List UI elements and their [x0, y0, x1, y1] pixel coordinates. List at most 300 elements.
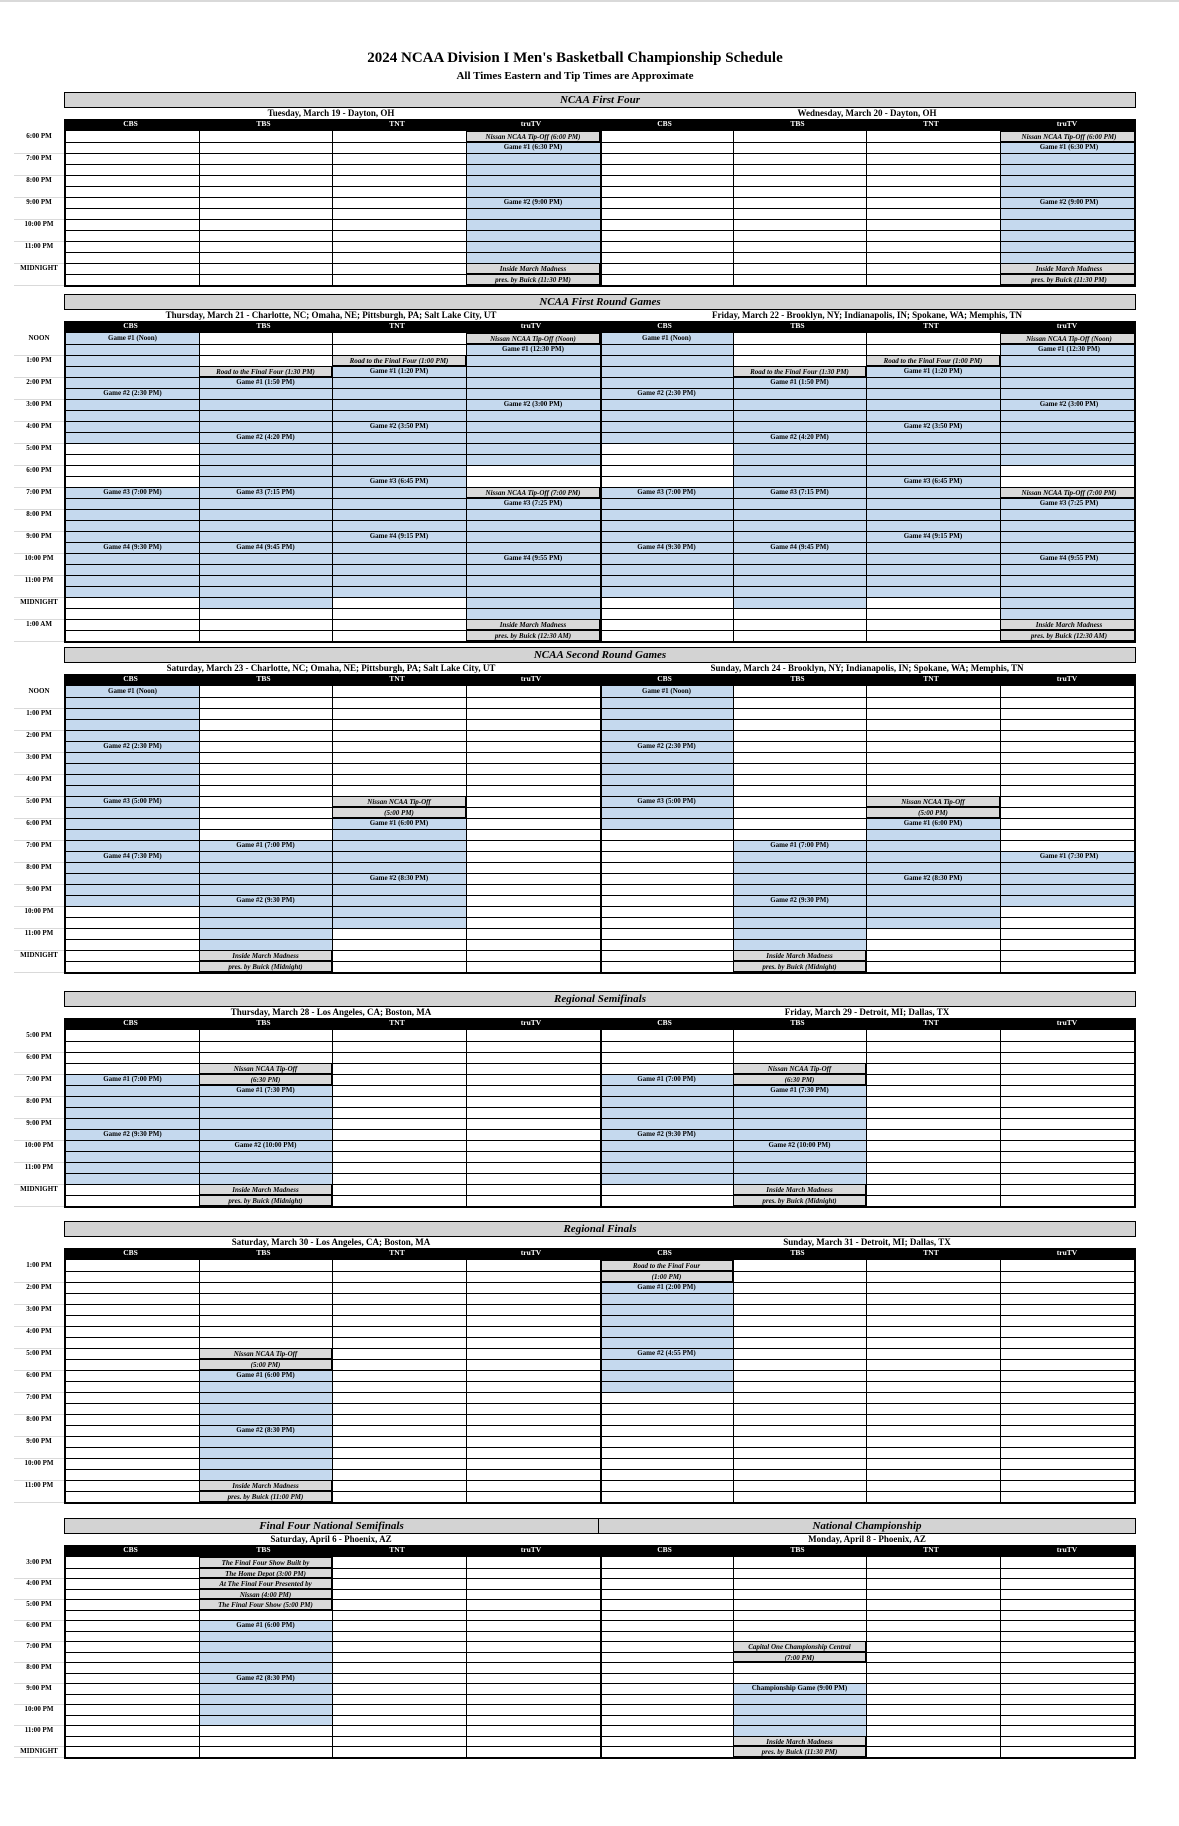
time-label: 8:00 PM	[26, 510, 52, 518]
studio-show-cell: Road to the Final Four (1:00 PM)	[866, 355, 1000, 366]
studio-show-cell: Nissan NCAA Tip-Off	[733, 1063, 866, 1074]
network-label: TBS	[256, 321, 271, 330]
game-label: Game #2 (3:00 PM)	[503, 400, 563, 408]
time-label: 7:00 PM	[26, 488, 52, 496]
studio-show-cell: pres. by Buick (11:00 PM)	[199, 1491, 332, 1502]
time-label: 9:00 PM	[26, 532, 52, 540]
game-label: Game #2 (2:30 PM)	[637, 742, 696, 750]
grid-column-rule	[199, 131, 200, 285]
network-label: CBS	[657, 321, 672, 330]
network-label: CBS	[123, 321, 138, 330]
grid-column-rule	[866, 1557, 867, 1757]
time-label: 11:00 PM	[24, 1481, 54, 1489]
game-label: Game #2 (3:50 PM)	[369, 422, 429, 430]
time-label: 6:00 PM	[26, 1371, 52, 1379]
grid-column-rule	[1000, 1557, 1001, 1757]
game-label: Game #2 (3:50 PM)	[903, 422, 963, 430]
game-coverage-cell: Game #3 (7:00 PM)	[66, 487, 199, 597]
grid-column-rule	[199, 333, 200, 641]
game-label: Game #4 (9:55 PM)	[503, 554, 563, 562]
network-label: CBS	[123, 1018, 138, 1027]
game-label: Game #2 (9:00 PM)	[503, 198, 563, 206]
grid-column-rule	[466, 333, 467, 641]
time-label: 6:00 PM	[26, 466, 52, 474]
studio-show-cell: Road to the Final Four (1:30 PM)	[733, 366, 866, 377]
game-label: Game #4 (7:30 PM)	[103, 852, 162, 860]
network-label: TBS	[790, 1248, 805, 1257]
grid-column-rule	[600, 333, 602, 641]
time-label: MIDNIGHT	[20, 951, 58, 959]
time-label: 2:00 PM	[26, 731, 52, 739]
studio-show-cell: Inside March Madness	[466, 619, 600, 630]
network-label: truTV	[520, 1545, 542, 1554]
studio-show-cell: At The Final Four Presented by	[199, 1578, 332, 1589]
studio-show-cell: (6:30 PM)	[733, 1074, 866, 1085]
time-column	[14, 333, 64, 641]
game-coverage-cell: Game #1 (6:00 PM)	[332, 818, 466, 928]
time-label: 8:00 PM	[26, 1097, 52, 1105]
network-header-bar	[64, 321, 1136, 331]
section-title-2: National Championship	[598, 1518, 1136, 1534]
studio-show-cell: (5:00 PM)	[866, 807, 1000, 818]
grid-column-rule	[332, 1557, 333, 1757]
time-label: 9:00 PM	[26, 885, 52, 893]
network-label: TNT	[389, 119, 405, 128]
game-coverage-cell: Championship Game (9:00 PM)	[733, 1683, 866, 1736]
game-coverage-cell: Game #1 (6:00 PM)	[199, 1370, 332, 1480]
network-label: CBS	[123, 674, 138, 683]
time-label: 8:00 PM	[26, 176, 52, 184]
time-label: 11:00 PM	[24, 929, 54, 937]
game-coverage-cell: Game #1 (1:50 PM)	[199, 377, 332, 487]
studio-show-cell: Inside March Madness	[466, 263, 600, 274]
game-coverage-cell: Game #1 (7:00 PM)	[733, 840, 866, 950]
network-label: TBS	[790, 1545, 805, 1554]
game-label: Game #2 (9:30 PM)	[103, 1130, 162, 1138]
game-label: Game #2 (8:30 PM)	[369, 874, 429, 882]
time-rule	[14, 641, 64, 642]
network-label: TNT	[389, 321, 405, 330]
network-label: TNT	[389, 1248, 405, 1257]
game-coverage-cell: Game #1 (6:00 PM)	[199, 1620, 332, 1725]
section-title: NCAA Second Round Games	[64, 647, 1136, 663]
grid-column-rule	[866, 1260, 867, 1502]
studio-show-cell: Nissan NCAA Tip-Off	[332, 796, 466, 807]
game-coverage-cell: Game #3 (5:00 PM)	[66, 796, 199, 906]
grid-column-rule	[1000, 131, 1001, 285]
network-label: CBS	[657, 674, 672, 683]
studio-show-cell: (5:00 PM)	[332, 807, 466, 818]
time-label: 7:00 PM	[26, 1075, 52, 1083]
top-rule	[0, 0, 1179, 2]
network-label: CBS	[657, 1018, 672, 1027]
day-heading: Friday, March 29 - Detroit, MI; Dallas, TX	[784, 1007, 950, 1017]
network-label: TNT	[923, 1545, 939, 1554]
time-label: 10:00 PM	[24, 1459, 54, 1467]
network-label: truTV	[1056, 1545, 1078, 1554]
time-rule	[14, 972, 64, 973]
time-label: 9:00 PM	[26, 1684, 52, 1692]
studio-show-cell: pres. by Buick (12:30 AM)	[1000, 630, 1136, 641]
game-label: Game #4 (9:15 PM)	[903, 532, 963, 540]
time-column	[14, 1557, 64, 1757]
time-label: NOON	[28, 687, 50, 695]
studio-show-cell: Nissan NCAA Tip-Off (6:00 PM)	[466, 131, 600, 142]
grid-column-rule	[199, 1260, 200, 1502]
network-header-bar	[64, 674, 1136, 684]
game-label: Game #4 (9:45 PM)	[770, 543, 829, 551]
page-subtitle: All Times Eastern and Tip Times are Approximate	[456, 70, 694, 82]
studio-show-cell: Road to the Final Four (1:30 PM)	[199, 366, 332, 377]
game-coverage-cell: Game #3 (7:25 PM)	[466, 498, 600, 619]
day-heading: Saturday, April 6 - Phoenix, AZ	[270, 1534, 392, 1544]
game-coverage-cell: Game #1 (Noon)	[66, 333, 199, 443]
network-label: TBS	[790, 321, 805, 330]
schedule-grid	[64, 129, 1136, 287]
game-coverage-cell: Game #1 (1:20 PM)	[866, 366, 1000, 476]
studio-show-cell: Road to the Final Four (1:00 PM)	[332, 355, 466, 366]
time-label: 11:00 PM	[24, 576, 54, 584]
grid-column-rule	[733, 1260, 734, 1502]
game-label: Game #4 (9:55 PM)	[1039, 554, 1099, 562]
section-title: NCAA First Four	[64, 92, 1136, 108]
time-label: 4:00 PM	[26, 1327, 52, 1335]
studio-show-cell: The Final Four Show Built by	[199, 1557, 332, 1568]
grid-column-rule	[466, 1260, 467, 1502]
game-label: Game #2 (9:30 PM)	[770, 896, 829, 904]
time-label: 7:00 PM	[26, 154, 52, 162]
studio-show-cell: pres. by Buick (11:30 PM)	[1000, 274, 1136, 285]
game-label: Game #2 (2:30 PM)	[103, 742, 162, 750]
studio-show-cell: pres. by Buick (Midnight)	[733, 1195, 866, 1206]
time-label: 3:00 PM	[26, 1305, 52, 1313]
network-label: TBS	[790, 674, 805, 683]
studio-show-cell: pres. by Buick (Midnight)	[199, 961, 332, 972]
network-label: TBS	[790, 1018, 805, 1027]
game-coverage-cell: Game #1 (7:30 PM)	[1000, 851, 1136, 906]
game-coverage-cell: Game #3 (7:15 PM)	[199, 487, 332, 608]
game-label: Game #2 (10:00 PM)	[234, 1141, 297, 1149]
time-label: 10:00 PM	[24, 1705, 54, 1713]
studio-show-cell: Nissan NCAA Tip-Off (6:00 PM)	[1000, 131, 1136, 142]
studio-show-cell: Nissan NCAA Tip-Off	[199, 1348, 332, 1359]
studio-show-cell: The Final Four Show (5:00 PM)	[199, 1599, 332, 1610]
studio-show-cell: Capital One Championship Central	[733, 1641, 866, 1652]
grid-column-rule	[1000, 686, 1001, 972]
time-label: 7:00 PM	[26, 1393, 52, 1401]
grid-column-rule	[600, 131, 602, 285]
network-label: truTV	[520, 1248, 542, 1257]
time-label: 1:00 PM	[26, 709, 52, 717]
grid-column-rule	[600, 1557, 602, 1757]
time-label: MIDNIGHT	[20, 1747, 58, 1755]
network-label: CBS	[123, 1545, 138, 1554]
network-label: truTV	[1056, 321, 1078, 330]
grid-column-rule	[466, 686, 467, 972]
game-coverage-cell: Game #1 (Noon)	[600, 333, 733, 443]
game-coverage-cell: Game #1 (7:30 PM)	[733, 1085, 866, 1184]
time-label: 8:00 PM	[26, 1663, 52, 1671]
section-title: Regional Finals	[64, 1221, 1136, 1237]
grid-column-rule	[466, 1030, 467, 1206]
time-label: 2:00 PM	[26, 378, 52, 386]
grid-column-rule	[1000, 1260, 1001, 1502]
day-heading: Saturday, March 30 - Los Angeles, CA; Boston, MA	[231, 1237, 431, 1247]
time-label: 1:00 PM	[26, 1261, 52, 1269]
network-label: TNT	[389, 1018, 405, 1027]
game-label: Game #4 (9:30 PM)	[103, 543, 162, 551]
time-rule	[14, 1206, 64, 1207]
schedule-grid	[64, 684, 1136, 974]
network-label: TNT	[923, 119, 939, 128]
network-header-bar	[64, 119, 1136, 129]
studio-show-cell: pres. by Buick (11:30 PM)	[733, 1746, 866, 1757]
time-column	[14, 686, 64, 972]
grid-column-rule	[600, 1260, 602, 1502]
studio-show-cell: Road to the Final Four	[600, 1260, 733, 1271]
day-heading: Sunday, March 31 - Detroit, MI; Dallas, TX	[783, 1237, 951, 1247]
grid-column-rule	[733, 1557, 734, 1757]
grid-column-rule	[733, 333, 734, 641]
game-label: Game #4 (9:15 PM)	[369, 532, 429, 540]
day-heading: Friday, March 22 - Brooklyn, NY; Indianapolis, IN; Spokane, WA; Memphis, TN	[711, 310, 1023, 320]
grid-column-rule	[466, 131, 467, 285]
grid-column-rule	[199, 1557, 200, 1757]
network-label: truTV	[520, 119, 542, 128]
game-label: Game #4 (9:45 PM)	[236, 543, 295, 551]
time-label: 11:00 PM	[24, 1163, 54, 1171]
time-label: 6:00 PM	[26, 1053, 52, 1061]
network-label: TNT	[389, 1545, 405, 1554]
time-label: 1:00 AM	[26, 620, 52, 628]
schedule-grid	[64, 1555, 1136, 1759]
game-coverage-cell: Game #1 (7:00 PM)	[66, 1074, 199, 1184]
time-column	[14, 131, 64, 285]
studio-show-cell: pres. by Buick (Midnight)	[733, 961, 866, 972]
network-label: TBS	[256, 1248, 271, 1257]
grid-column-rule	[600, 686, 602, 972]
network-label: TBS	[256, 119, 271, 128]
grid-column-rule	[733, 1030, 734, 1206]
time-label: 1:00 PM	[26, 356, 52, 364]
game-coverage-cell: Game #3 (6:45 PM)	[866, 476, 1000, 597]
time-label: 5:00 PM	[26, 1349, 52, 1357]
day-heading: Sunday, March 24 - Brooklyn, NY; Indianapolis, IN; Spokane, WA; Memphis, TN	[710, 663, 1024, 673]
studio-show-cell: Nissan NCAA Tip-Off (Noon)	[466, 333, 600, 344]
time-label: 7:00 PM	[26, 1642, 52, 1650]
section-title: Regional Semifinals	[64, 991, 1136, 1007]
time-label: 7:00 PM	[26, 841, 52, 849]
studio-show-cell: pres. by Buick (Midnight)	[199, 1195, 332, 1206]
game-coverage-cell: Game #3 (7:15 PM)	[733, 487, 866, 608]
game-coverage-cell: Game #1 (2:00 PM)	[600, 1282, 733, 1392]
studio-show-cell: Inside March Madness	[733, 950, 866, 961]
network-label: TBS	[256, 1545, 271, 1554]
grid-column-rule	[332, 1260, 333, 1502]
network-label: TNT	[923, 321, 939, 330]
schedule-grid	[64, 1258, 1136, 1504]
time-label: 10:00 PM	[24, 907, 54, 915]
time-label: 2:00 PM	[26, 1283, 52, 1291]
time-label: 4:00 PM	[26, 775, 52, 783]
time-label: 11:00 PM	[24, 1726, 54, 1734]
game-label: Game #2 (3:00 PM)	[1039, 400, 1099, 408]
game-coverage-cell: Game #1 (7:30 PM)	[199, 1085, 332, 1184]
grid-column-rule	[199, 686, 200, 972]
grid-column-rule	[332, 131, 333, 285]
game-coverage-cell: Game #1 (7:00 PM)	[600, 1074, 733, 1184]
studio-show-cell: Inside March Madness	[199, 1480, 332, 1491]
studio-show-cell: Inside March Madness	[1000, 619, 1136, 630]
time-label: MIDNIGHT	[20, 1185, 58, 1193]
network-label: TNT	[923, 1248, 939, 1257]
studio-show-cell: The Home Depot (3:00 PM)	[199, 1568, 332, 1579]
time-column	[14, 1030, 64, 1206]
network-label: CBS	[657, 1248, 672, 1257]
time-label: 5:00 PM	[26, 1600, 52, 1608]
game-label: Game #2 (4:20 PM)	[770, 433, 829, 441]
network-label: CBS	[123, 1248, 138, 1257]
game-label: Game #2 (8:30 PM)	[236, 1426, 295, 1434]
time-label: 11:00 PM	[24, 242, 54, 250]
game-coverage-cell: Game #3 (6:45 PM)	[332, 476, 466, 597]
game-label: Game #2 (2:30 PM)	[103, 389, 162, 397]
studio-show-cell: Nissan NCAA Tip-Off (7:00 PM)	[466, 487, 600, 498]
network-label: truTV	[520, 321, 542, 330]
game-coverage-cell: Game #1 (7:00 PM)	[199, 840, 332, 950]
schedule-document	[14, 48, 1136, 1794]
game-coverage-cell: Game #1 (6:00 PM)	[866, 818, 1000, 928]
studio-show-cell: (5:00 PM)	[199, 1359, 332, 1370]
network-label: CBS	[657, 1545, 672, 1554]
studio-show-cell: Inside March Madness	[733, 1736, 866, 1747]
network-label: truTV	[1056, 674, 1078, 683]
time-label: 4:00 PM	[26, 422, 52, 430]
section-title: Final Four National Semifinals	[64, 1518, 599, 1534]
day-heading: Thursday, March 28 - Los Angeles, CA; Boston, MA	[230, 1007, 432, 1017]
network-header-bar	[64, 1018, 1136, 1028]
grid-column-rule	[1000, 1030, 1001, 1206]
grid-column-rule	[466, 1557, 467, 1757]
network-header-bar	[64, 1248, 1136, 1258]
time-label: 10:00 PM	[24, 1141, 54, 1149]
time-label: 9:00 PM	[26, 198, 52, 206]
studio-show-cell: (7:00 PM)	[733, 1652, 866, 1663]
time-label: 3:00 PM	[26, 1558, 52, 1566]
grid-column-rule	[600, 1030, 602, 1206]
grid-column-rule	[733, 131, 734, 285]
studio-show-cell: Nissan (4:00 PM)	[199, 1589, 332, 1600]
page-title: 2024 NCAA Division I Men's Basketball Championship Schedule	[367, 50, 783, 66]
studio-show-cell: Nissan NCAA Tip-Off	[199, 1063, 332, 1074]
time-column	[14, 1260, 64, 1502]
network-label: CBS	[123, 119, 138, 128]
game-coverage-cell: Game #1 (Noon)	[66, 686, 199, 796]
game-coverage-cell: Game #1 (12:30 PM)	[1000, 344, 1136, 465]
grid-column-rule	[332, 686, 333, 972]
time-label: 5:00 PM	[26, 1031, 52, 1039]
network-header-bar	[64, 1545, 1136, 1555]
game-label: Game #2 (10:00 PM)	[768, 1141, 831, 1149]
time-label: MIDNIGHT	[20, 264, 58, 272]
time-label: 10:00 PM	[24, 554, 54, 562]
schedule-grid	[64, 1028, 1136, 1208]
network-label: CBS	[657, 119, 672, 128]
time-label: 6:00 PM	[26, 1621, 52, 1629]
network-label: truTV	[1056, 119, 1078, 128]
network-label: TBS	[256, 1018, 271, 1027]
network-label: TNT	[923, 1018, 939, 1027]
time-label: 9:00 PM	[26, 1119, 52, 1127]
game-label: Game #4 (9:30 PM)	[637, 543, 696, 551]
game-label: Game #2 (8:30 PM)	[903, 874, 963, 882]
network-label: truTV	[520, 1018, 542, 1027]
time-label: 6:00 PM	[26, 132, 52, 140]
schedule-grid	[64, 331, 1136, 643]
game-coverage-cell: Game #1 (1:50 PM)	[733, 377, 866, 487]
time-label: 6:00 PM	[26, 819, 52, 827]
grid-column-rule	[1000, 333, 1001, 641]
time-label: 8:00 PM	[26, 863, 52, 871]
game-label: Game #2 (9:30 PM)	[236, 896, 295, 904]
studio-show-cell: Nissan NCAA Tip-Off (Noon)	[1000, 333, 1136, 344]
time-label: 5:00 PM	[26, 797, 52, 805]
game-label: Game #2 (8:30 PM)	[236, 1673, 295, 1682]
network-label: TNT	[923, 674, 939, 683]
grid-column-rule	[332, 1030, 333, 1206]
grid-column-rule	[332, 333, 333, 641]
time-label: MIDNIGHT	[20, 598, 58, 606]
time-label: 10:00 PM	[24, 220, 54, 228]
section-title: NCAA First Round Games	[64, 294, 1136, 310]
studio-show-cell: Inside March Madness	[1000, 263, 1136, 274]
studio-show-cell: (1:00 PM)	[600, 1271, 733, 1282]
time-label: 9:00 PM	[26, 1437, 52, 1445]
time-label: 8:00 PM	[26, 1415, 52, 1423]
time-label: 3:00 PM	[26, 400, 52, 408]
game-coverage-cell: Game #1 (12:30 PM)	[466, 344, 600, 465]
game-coverage-cell: Game #1 (1:20 PM)	[332, 366, 466, 476]
game-label: Game #2 (4:55 PM)	[637, 1349, 696, 1357]
game-coverage-cell: Game #1 (6:30 PM)	[466, 142, 600, 263]
grid-column-rule	[866, 131, 867, 285]
network-label: truTV	[1056, 1248, 1078, 1257]
game-coverage-cell: Game #3 (5:00 PM)	[600, 796, 733, 829]
studio-show-cell: Nissan NCAA Tip-Off (7:00 PM)	[1000, 487, 1136, 498]
time-label: NOON	[28, 334, 50, 342]
game-coverage-cell: Game #3 (7:00 PM)	[600, 487, 733, 597]
time-rule	[14, 285, 64, 286]
studio-show-cell: pres. by Buick (11:30 PM)	[466, 274, 600, 285]
studio-show-cell: Inside March Madness	[199, 950, 332, 961]
studio-show-cell: (6:30 PM)	[199, 1074, 332, 1085]
game-coverage-cell: Game #1 (Noon)	[600, 686, 733, 796]
time-rule	[14, 1502, 64, 1503]
day-heading: Monday, April 8 - Phoenix, AZ	[808, 1534, 926, 1544]
grid-column-rule	[866, 686, 867, 972]
time-rule	[14, 1757, 64, 1758]
studio-show-cell: Inside March Madness	[733, 1184, 866, 1195]
game-coverage-cell: Game #1 (6:30 PM)	[1000, 142, 1136, 263]
studio-show-cell: Inside March Madness	[199, 1184, 332, 1195]
network-label: TNT	[389, 674, 405, 683]
day-heading: Thursday, March 21 - Charlotte, NC; Omaha, NE; Pittsburgh, PA; Salt Lake City, UT	[165, 310, 497, 320]
day-heading: Wednesday, March 20 - Dayton, OH	[797, 108, 937, 118]
game-label: Game #2 (2:30 PM)	[637, 389, 696, 397]
game-label: Game #2 (9:00 PM)	[1039, 198, 1099, 206]
grid-column-rule	[866, 333, 867, 641]
grid-column-rule	[199, 1030, 200, 1206]
